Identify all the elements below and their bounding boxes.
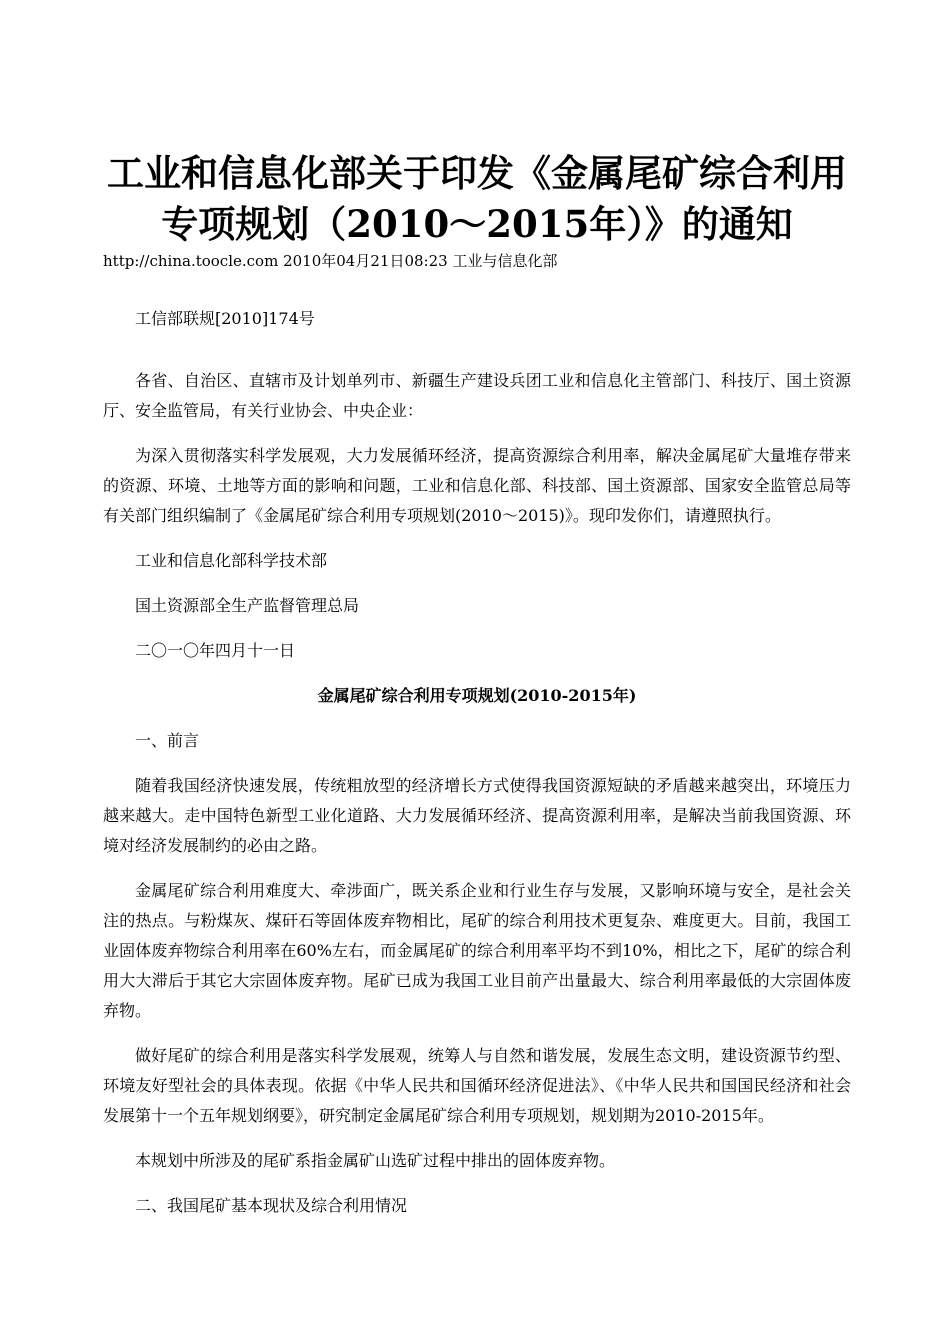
signer-2: 国土资源部全生产监督管理总局 (135, 596, 360, 615)
doc-number: 工信部联规[2010]174号 (135, 309, 315, 328)
document-page (103, 148, 851, 1221)
section-1-heading: 一、前言 (135, 731, 200, 750)
signer-1: 工业和信息化部科学技术部 (135, 551, 328, 570)
publish-datetime: 2010年04月21日08:23 (283, 252, 448, 270)
section-1-paragraph: 本规划中所涉及的尾矿系指金属矿山选矿过程中排出的固体废弃物。 (135, 1151, 616, 1170)
section-1-paragraph: 金属尾矿综合利用难度大、牵涉面广，既关系企业和行业生存与发展，又影响环境与安全，是社会关注的热点。与粉煤灰、煤矸石等固体废弃物相比，尾矿的综合利用技术更复杂、难度更大。目前，我国工业固体废弃物综合利用率在60%左右，而金属尾矿的综合利用率平均不到10%，相比之下，尾矿的综合利用大大滞后于其它大宗固体废弃物。尾矿已成为我国工业目前产出量最大、综合利用率最低的大宗固体废弃物。 (103, 881, 851, 1020)
section-1-paragraph: 做好尾矿的综合利用是落实科学发展观，统筹人与自然和谐发展，发展生态文明，建设资源节约型、环境友好型社会的具体表现。依据《中华人民共和国循环经济促进法》、《中华人民共和国国民经济和社会发展第十一个五年规划纲要》，研究制定金属尾矿综合利用专项规划，规划期为2010-2015年。 (103, 1046, 851, 1125)
section-2-heading: 二、我国尾矿基本现状及综合利用情况 (135, 1196, 408, 1215)
plan-title: 金属尾矿综合利用专项规划(2010-2015年) (317, 686, 637, 705)
publisher: 工业与信息化部 (452, 252, 558, 270)
addressee-paragraph: 各省、自治区、直辖市及计划单列市、新疆生产建设兵团工业和信息化主管部门、科技厅、国土资源厅、安全监管局，有关行业协会、中央企业： (103, 371, 851, 420)
meta-line (103, 250, 851, 272)
document-title: 工业和信息化部关于印发《金属尾矿综合利用专项规划（2010～2015年）》的通知 (107, 151, 847, 246)
notice-body-paragraph: 为深入贯彻落实科学发展观，大力发展循环经济，提高资源综合利用率，解决金属尾矿大量堆存带来的资源、环境、土地等方面的影响和问题，工业和信息化部、科技部、国土资源部、国家安全监管总局等有关部门组织编制了《金属尾矿综合利用专项规划(2010～2015)》。现印发你们，请遵照执行。 (103, 446, 851, 525)
source-link[interactable]: http://china.toocle.com (103, 252, 279, 270)
section-1-paragraph: 随着我国经济快速发展，传统粗放型的经济增长方式使得我国资源短缺的矛盾越来越突出，环境压力越来越大。走中国特色新型工业化道路、大力发展循环经济、提高资源利用率，是解决当前我国资源、环境对经济发展制约的必由之路。 (103, 776, 851, 855)
issue-date: 二〇一〇年四月十一日 (135, 641, 296, 660)
